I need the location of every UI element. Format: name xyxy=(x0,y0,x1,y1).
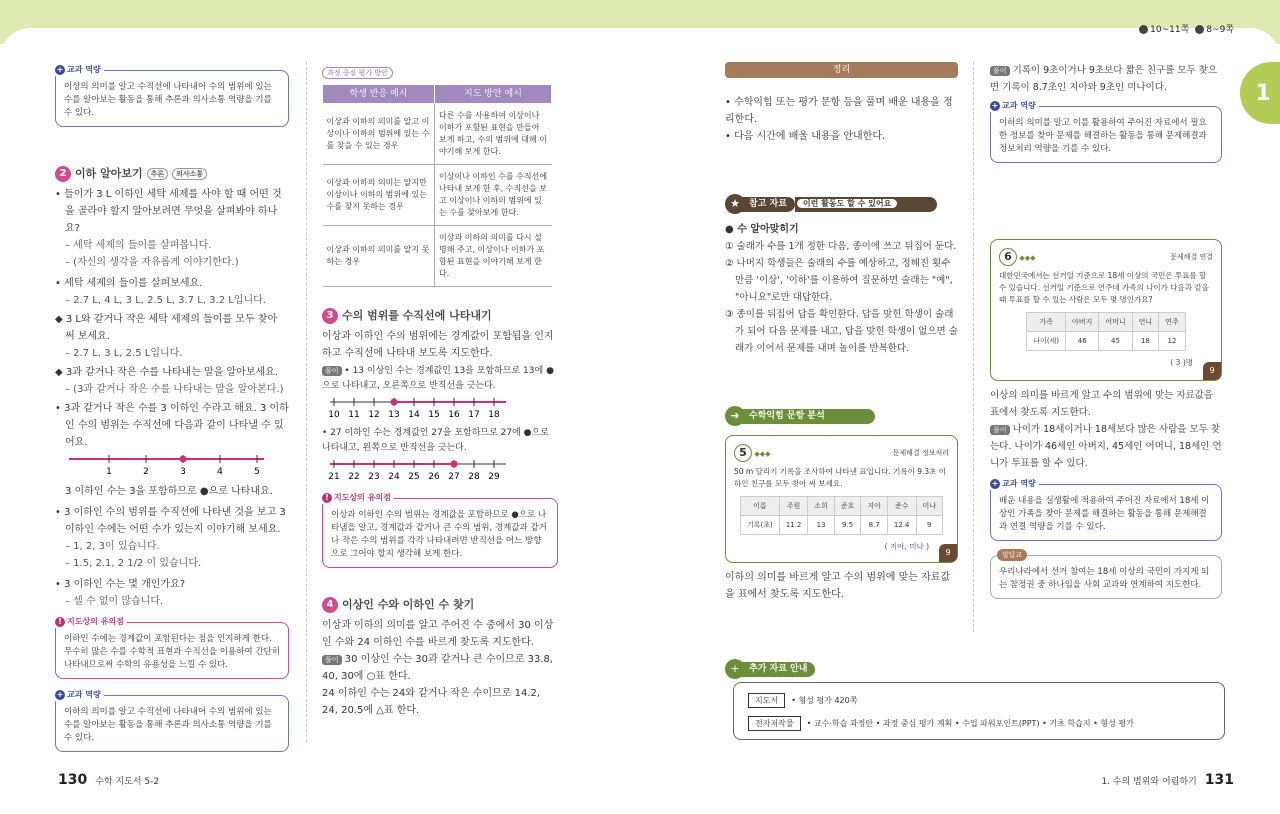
tick-label: 5 xyxy=(254,467,260,477)
evaluation-table: 학생 반응 예시 지도 방안 예시 이상과 이하의 의미를 알고 이상이나 이하의 범위에 있는 수를 찾을 수 있는 경우 다른 수를 사용하여 이상이나 이하가 포함된 표현을 만들어 보게 하고, 수의 범위에 대해 이야기해 보게 한다. 이상과 이하의 의미는 알지만 이상이나 이하의 범위에 있는 수를 찾지 못하는 경우 이상이나 이하인 수를 수직선에 나타내 보게 한 후, 수직선을 보고 이상이나 이하의 범위에 있는 수를 찾아보게 한다. 이상과 이하의 의미를 알지 못하는 경우 이상과 이하의 의미를 다시 설명해 주고, 이상이나 이하가 포함된 표현을 이야기해 보게 한다. xyxy=(322,84,552,287)
exclamation-icon: ! xyxy=(322,493,332,503)
competency-box: + 교과 역량 배운 내용을 실생활에 적용하여 주어진 자료에서 18세 이상인 가족을 찾아 문제를 해결하는 활동을 통해 문제해결과 연결 역량을 기를 수 있다. xyxy=(990,484,1222,541)
tick-label: 2 xyxy=(143,467,149,477)
table-cell: 어머니 xyxy=(1099,313,1132,332)
table-cell: 가족 xyxy=(1027,313,1066,332)
tick-label: 11 xyxy=(348,410,360,420)
table-cell: 46 xyxy=(1066,332,1099,351)
tick-label: 28 xyxy=(468,472,480,482)
tick-label: 22 xyxy=(348,472,360,482)
table-cell: 기록(초) xyxy=(740,516,779,535)
table-cell: 9.5 xyxy=(834,516,861,535)
page-reference: 10~11쪽 8~9쪽 xyxy=(1139,22,1234,35)
table-cell: 언니 xyxy=(1132,313,1159,332)
table-cell: 45 xyxy=(1099,332,1132,351)
development-box: 발달교 우리나라에서 선거 참여는 18세 이상의 국민이 가지게 되는 참정권 중 하나임을 사회 교과와 연계하여 지도한다. xyxy=(990,555,1222,599)
table-cell: 8.7 xyxy=(861,516,888,535)
plus-icon: + xyxy=(56,64,64,74)
tick-label: 27 xyxy=(448,472,460,482)
problem-5: 5 ◆◆◆ 문제해결 정보처리 50 m 달리기 기록을 조사하여 나타낸 표입니다. 기록이 9.3초 이하인 친구를 모두 찾아 써 보세요. 이름 주원 소희 준호 지아 준수 미나 기록(초) 11.2 13 9.5 8.7 12.4 9 ( 지아, 미나 ) 9 xyxy=(725,435,958,563)
column-divider xyxy=(306,62,307,742)
workbook-icon xyxy=(1195,25,1204,34)
star-icon: ★ xyxy=(725,194,745,214)
tick-label: 4 xyxy=(217,467,223,477)
table-cell: 아버지 xyxy=(1066,313,1099,332)
tick-label: 23 xyxy=(368,472,380,482)
tick-label: 13 xyxy=(388,410,400,420)
age-table xyxy=(1026,312,1185,351)
number-line xyxy=(69,451,269,477)
table-cell: 나이(세) xyxy=(1027,332,1066,351)
number-line-13 xyxy=(330,394,510,420)
tick-label: 16 xyxy=(448,410,460,420)
competency-box: + 교과 역량 이상의 의미를 알고 수직선에 나타내어 수의 범위에 있는 수를 알아보는 활동을 통해 추론과 의사소통 역량을 기를 수 있다. xyxy=(55,70,289,127)
table-cell: 주원 xyxy=(779,497,808,516)
record-table xyxy=(740,496,943,535)
problem-6: 6 ◆◆◆ 문제해결 연결 대한민국에서는 선거일 기준으로 18세 이상의 국민은 투표를 할 수 있습니다. 선거일 기준으로 연주네 가족의 나이가 다음과 같을 때 투표를 할 수 있는 사람은 모두 몇 명인가요? 가족 아버지 어머니 언니 연주 나이(세) 46 45 18 12 ( 3 )명 9 xyxy=(990,239,1222,381)
plus-icon: + xyxy=(991,100,999,110)
right-column: 풀이 기록이 9초이거나 9초보다 짧은 친구를 모두 찾으면 기록이 8.7초인 지아와 9초인 미나이다. + 교과 역량 이하의 의미를 알고 이를 활용하여 주어진 자료에서 필요한 정보를 찾아 문제를 해결하는 활동을 통해 문제해결과 정보처리 역량을 기를 수 있다. 6 ◆◆◆ 문제해결 연결 대한민국에서는 선거일 기준으로 18세 이상의 국민은 투표를 할 수 있습니다. 선거일 기준으로 연주네 가족의 나이가 다음과 같을 때 투표를 할 수 있는 사람은 모두 몇 명인가요? 가족 아버지 어머니 언니 연주 나이(세) 46 45 18 12 ( 3 )명 9 이상의 의미를 바르게 알고 수의 범위에 맞는 자료값을 표에서 찾도록 지도한다. 풀이 나이가 18세이거나 18세보다 많은 사람을 모두 찾는다. 나이가 46세인 아버지, 45세인 어머니, 18세인 언니가 투표를 할 수 있다. + 교과 역량 배운 내용을 실생활에 적용하여 주어진 자료에서 18세 이상인 가족을 찾아 문제를 해결하는 활동을 통해 문제해결과 연결 역량을 기를 수 있다. 발달교 우리나라에서 선거 참여는 18세 이상의 국민이 가지게 되는 참정권 중 하나임을 사회 교과와 연계하여 지도한다. xyxy=(990,62,1222,599)
middle-column: 과정 중심 평가 방안 학생 반응 예시 지도 방안 예시 이상과 이하의 의미를 알고 이상이나 이하의 범위에 있는 수를 찾을 수 있는 경우 다른 수를 사용하여 이상이나 이하가 포함된 표현을 만들어 보게 하고, 수의 범위에 대해 이야기해 보게 한다. 이상과 이하의 의미는 알지만 이상이나 이하의 범위에 있는 수를 찾지 못하는 경우 이상이나 이하인 수를 수직선에 나타내 보게 한 후, 수직선을 보고 이상이나 이하의 범위에 있는 수를 찾아보게 한다. 이상과 이하의 의미를 알지 못하는 경우 이상과 이하의 의미를 다시 설명해 주고, 이상이나 이하가 포함된 표현을 이야기해 보게 한다. 3 수의 범위를 수직선에 나타내기 이상과 이하인 수의 범위에는 경계값이 포함됨을 인지하고 수직선에 나타내 보도록 지도한다. 풀이 • 13 이상인 수는 경계값인 13을 포함하므로 13에 ●으로 나타내고, 오른쪽으로 반직선을 긋는다. 10 11 12 13 14 15 16 17 18 • 27 이하인 수는 경계값인 27을 포함하므로 27에 ●으로 나타내고, 왼쪽으로 반직선을 긋는다. 21 22 23 24 25 26 27 28 29 ! 지도상의 유의점 이상과 이하인 수의 범위는 경계값을 포함하므로 ●으로 나타냄을 알고, 경계값과 같거나 큰 수의 범위, 경계값과 같거나 작은 수의 범위를 각각 나타내려면 반직선을 어느 방향으로 그어야 할지 생각해 보게 한다. 4 이상인 수와 이하인 수 찾기 이상과 이하의 의미를 알고 주어진 수 중에서 30 이상인 수와 24 이하인 수를 바르게 찾도록 지도한다. 풀이 30 이상인 수는 30과 같거나 큰 수이므로 33.8, 40, 30에 ○표 한다. 24 이하인 수는 24와 같거나 작은 수이므로 14.2, 24, 20.5에 △표 한다. xyxy=(322,64,558,719)
extra-materials: + 추가 자료 안내 지도서 • 형성 평가 420쪽 전자저작물 • 교수·학습 과정안 • 과정 중심 평가 계획 • 수업 파워포인트(PPT) • 기초 학습지 • 형성 평가 xyxy=(725,660,1225,740)
tick-label: 24 xyxy=(388,472,400,482)
caution-box: ! 지도상의 유의점 이상과 이하인 수의 범위는 경계값을 포함하므로 ●으로 나타냄을 알고, 경계값과 같거나 큰 수의 범위, 경계값과 같거나 작은 수의 범위를 각각 나타내려면 반직선을 어느 방향으로 그어야 할지 생각해 보게 한다. xyxy=(322,498,558,568)
footer-left: 130 수학 지도서 5-2 xyxy=(58,772,160,788)
caution-box: ! 지도상의 유의점 이하인 수에는 경계값이 포함된다는 점을 인지하게 한다. 무수히 많은 수를 수학적 표현과 수직선을 이용하여 간단히 나타내므로써 수학의 유용성을 느낄 수 있다. xyxy=(55,622,289,679)
plus-icon: + xyxy=(725,659,745,679)
textbook-icon xyxy=(1139,25,1148,34)
tick-label: 25 xyxy=(408,472,420,482)
footer-right: 1. 수의 범위와 어림하기 131 xyxy=(1101,772,1234,788)
table-cell: 준수 xyxy=(887,497,916,516)
competency-box: + 교과 역량 이하의 의미를 알고 수직선에 나타내어 수의 범위에 있는 수를 알아보는 활동을 통해 추론과 의사소통 역량을 기를 수 있다. xyxy=(55,695,289,752)
tick-label: 29 xyxy=(488,472,500,482)
plus-icon: + xyxy=(991,478,999,488)
boundary-dot xyxy=(391,399,398,406)
section-heading: 3 수의 범위를 수직선에 나타내기 xyxy=(322,307,558,324)
table-cell: 13 xyxy=(808,516,835,535)
tick-label: 12 xyxy=(368,410,380,420)
boundary-dot xyxy=(180,456,187,463)
left-column: + 교과 역량 이상의 의미를 알고 수직선에 나타내어 수의 범위에 있는 수를 알아보는 활동을 통해 추론과 의사소통 역량을 기를 수 있다. 2 이하 알아보기 추론 의사소통 • 들이가 3 L 이하인 세탁 세제를 사야 할 때 어떤 것을 골라야 할지 알아보려면 무엇을 살펴봐야 하나요? – 세탁 세제의 들이를 살펴봅니다. – (자신의 생각을 자유롭게 이야기한다.) • 세탁 세제의 들이를 살펴보세요. – 2.7 L, 4 L, 3 L, 2.5 L, 3.7 L, 3.2 L입니다. ◆ 3 L와 같거나 작은 세탁 세제의 들이를 모두 찾아 써 보세요. – 2.7 L, 3 L, 2.5 L입니다. ◆ 3과 같거나 작은 수를 나타내는 말을 알아보세요. – (3과 같거나 작은 수를 나타내는 말을 알아본다.) • 3과 같거나 작은 수를 3 이하인 수라고 해요. 3 이하인 수의 범위는 수직선에 다음과 같이 나타낼 수 있어요. 1 2 3 4 5 3 이하인 수는 3을 포함하므로 ●으로 나타내요. • 3 이하인 수의 범위를 수직선에 나타낸 것을 보고 3 이하인 수에는 어떤 수가 있는지 이야기해 보세요. – 1, 2, 3이 있습니다. – 1.5, 2.1, 2 1/2 이 있습니다. • 3 이하인 수는 몇 개인가요? – 셀 수 없이 많습니다. ! 지도상의 유의점 이하인 수에는 경계값이 포함된다는 점을 인지하게 한다. 무수히 많은 수를 수학적 표현과 수직선을 이용하여 간단히 나타내므로써 수학의 유용성을 느낄 수 있다. + 교과 역량 이하의 의미를 알고 수직선에 나타내어 수의 범위에 있는 수를 알아보는 활동을 통해 추론과 의사소통 역량을 기를 수 있다. xyxy=(55,70,289,752)
section-heading: 2 이하 알아보기 추론 의사소통 xyxy=(55,165,289,182)
tick-label: 3 xyxy=(180,467,186,477)
tick-label: 26 xyxy=(428,472,440,482)
table-cell: 미나 xyxy=(916,497,943,516)
table-cell: 이름 xyxy=(740,497,779,516)
table-cell: 준호 xyxy=(834,497,861,516)
practice-head: ➜ 수학익힘 문항 분석 xyxy=(725,407,958,425)
tick-label: 15 xyxy=(428,410,440,420)
right-center-column: 정리 • 수학익힘 또는 평가 문항 등을 풀며 배운 내용을 정리한다. • 다음 시간에 배울 내용을 안내한다. ★ 참고 자료 이런 활동도 할 수 있어요 ● 수 알아맞히기 ① 술래가 수를 1개 정한 다음, 종이에 쓰고 뒤집어 둔다. ② 나머지 학생들은 술래의 수를 예상하고, 정해진 횟수만큼 '이상', '이하'를 이용하여 질문하면 술래는 "예", "아니요"로만 대답한다. ③ 종이를 뒤집어 답을 확인한다. 답을 맞힌 학생이 술래가 되어 다음 문제를 내고, 답을 맞힌 학생이 없으면 술래가 이어서 문제를 내며 놀이를 반복한다. ➜ 수학익힘 문항 분석 5 ◆◆◆ 문제해결 정보처리 50 m 달리기 기록을 조사하여 나타낸 표입니다. 기록이 9.3초 이하인 친구를 모두 찾아 써 보세요. 이름 주원 소희 준호 지아 준수 미나 기록(초) 11.2 13 9.5 8.7 12.4 9 ( 지아, 미나 ) 9 이하의 의미를 바르게 알고 수의 범위에 맞는 자료값을 표에서 찾도록 지도한다. xyxy=(725,62,958,603)
tick-label: 1 xyxy=(106,467,112,477)
number-line-27 xyxy=(330,456,510,482)
eval-tag: 과정 중심 평가 방안 xyxy=(322,67,393,79)
column-divider xyxy=(973,62,974,632)
exclamation-icon: ! xyxy=(55,617,65,627)
table-cell: 18 xyxy=(1132,332,1159,351)
tick-label: 14 xyxy=(408,410,420,420)
table-cell: 11.2 xyxy=(779,516,808,535)
competency-box: + 교과 역량 이하의 의미를 알고 이를 활용하여 주어진 자료에서 필요한 정보를 찾아 문제를 해결하는 활동을 통해 문제해결과 정보처리 역량을 기를 수 있다. xyxy=(990,106,1222,163)
arrow-icon: ➜ xyxy=(725,406,745,426)
table-cell: 9 xyxy=(916,516,943,535)
tick-label: 17 xyxy=(468,410,480,420)
table-cell: 12.4 xyxy=(887,516,916,535)
table-cell: 지아 xyxy=(861,497,888,516)
reference-head: ★ 참고 자료 이런 활동도 할 수 있어요 xyxy=(725,195,958,213)
table-cell: 12 xyxy=(1159,332,1186,351)
header-band xyxy=(0,0,1280,44)
tick-label: 10 xyxy=(328,410,340,420)
section-heading: 4 이상인 수와 이하인 수 찾기 xyxy=(322,596,558,613)
summary-head: 정리 xyxy=(725,62,958,78)
table-cell: 소희 xyxy=(808,497,835,516)
table-cell: 연주 xyxy=(1159,313,1186,332)
tick-label: 18 xyxy=(488,410,500,420)
boundary-dot xyxy=(451,461,458,468)
chapter-tab[interactable]: 1 xyxy=(1240,62,1280,124)
tick-label: 21 xyxy=(328,472,340,482)
plus-icon: + xyxy=(56,689,64,699)
